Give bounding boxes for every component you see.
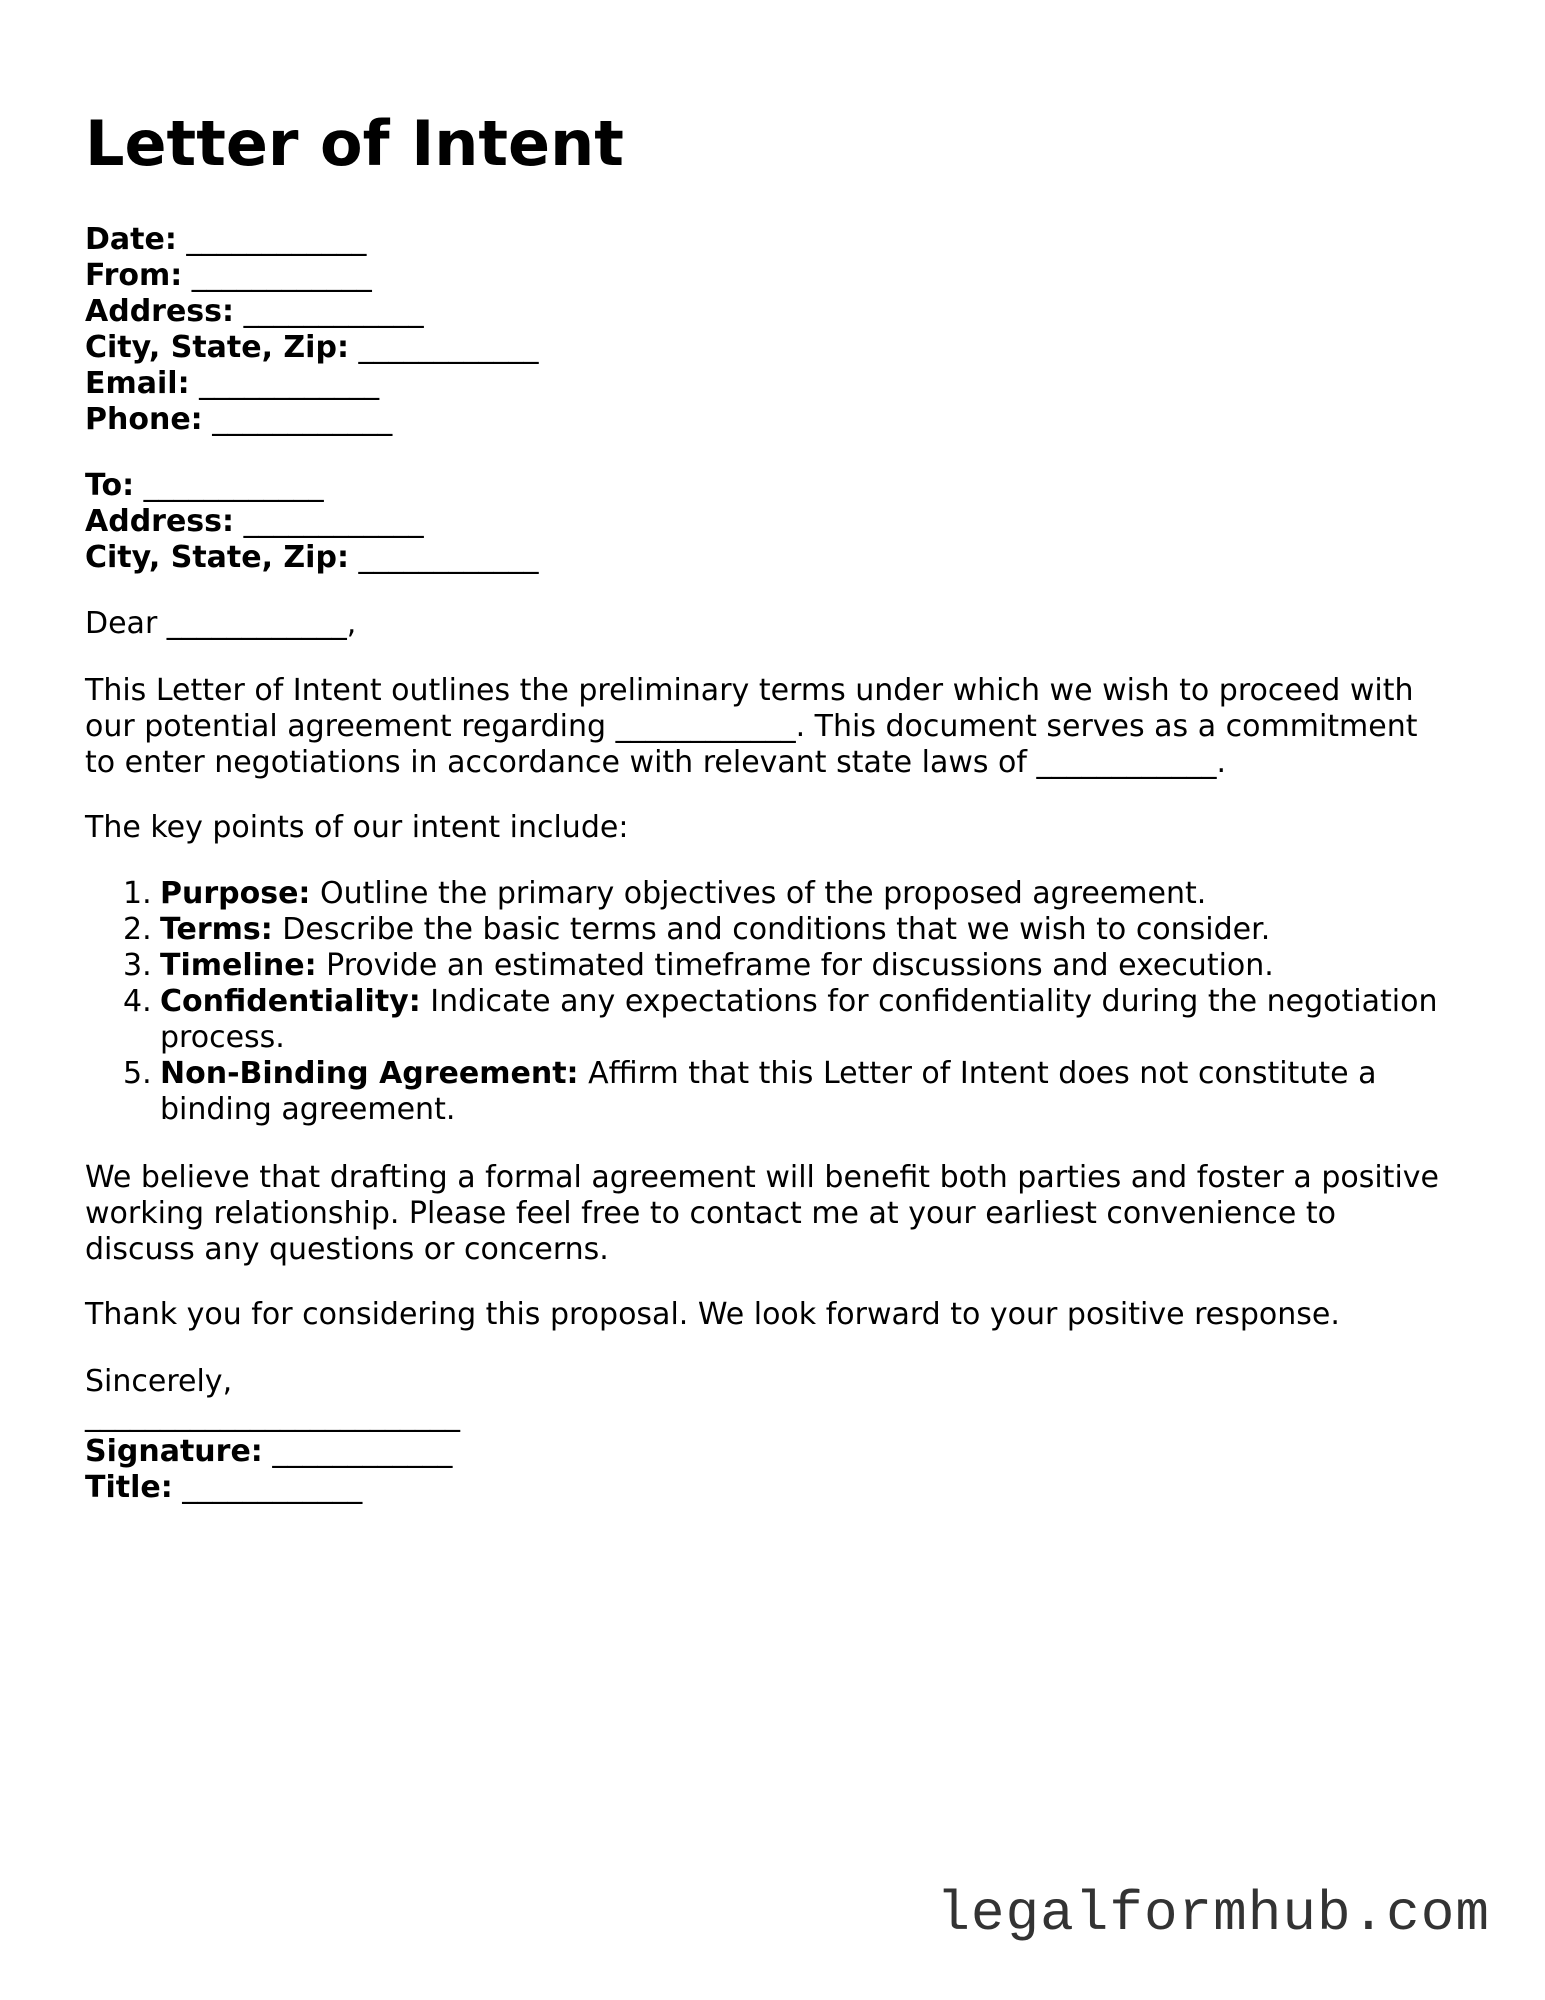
signature-label: Signature: — [85, 1434, 263, 1469]
to-field — [85, 468, 538, 504]
title-label: Title: — [85, 1470, 173, 1505]
signature-line: _________________________ — [85, 1398, 460, 1433]
to-blank: ____________ — [143, 468, 324, 503]
list-item-label: Terms: — [160, 912, 273, 947]
recipient-info-block — [85, 468, 538, 576]
date-blank: ____________ — [186, 222, 367, 257]
signature-field — [85, 1434, 460, 1470]
to-label: To: — [85, 468, 135, 503]
closing-line: discuss any questions or concerns. — [85, 1232, 609, 1267]
intro-line: our potential agreement regarding ____________. This document serves as a commitment — [85, 709, 1418, 744]
list-item-text: Outline the primary objectives of the proposed agreement. — [319, 876, 1207, 911]
list-item-text: binding agreement. — [160, 1092, 456, 1127]
email-blank: ____________ — [199, 366, 380, 401]
recipient-city-blank: ____________ — [358, 540, 539, 575]
list-number: 2. — [123, 912, 152, 947]
phone-field — [85, 402, 538, 438]
sender-city-label: City, State, Zip: — [85, 330, 349, 365]
phone-label: Phone: — [85, 402, 203, 437]
list-item-text: Indicate any expectations for confidentiality during the negotiation — [430, 984, 1438, 1019]
intro-line: This Letter of Intent outlines the preliminary terms under which we wish to proceed with — [85, 673, 1414, 708]
list-item-label: Timeline: — [160, 948, 317, 983]
list-item — [85, 984, 1520, 1056]
signature-blank: ____________ — [272, 1434, 453, 1469]
list-item-text: Provide an estimated timeframe for discussions and execution. — [326, 948, 1274, 983]
salutation: Dear ____________, — [85, 606, 357, 641]
sender-city-blank: ____________ — [358, 330, 539, 365]
title-blank: ____________ — [182, 1470, 363, 1505]
email-field — [85, 366, 538, 402]
recipient-address-field — [85, 504, 538, 540]
from-label: From: — [85, 258, 183, 293]
from-field — [85, 258, 538, 294]
recipient-city-field — [85, 540, 538, 576]
list-item — [85, 1056, 1520, 1128]
sender-address-blank: ____________ — [243, 294, 424, 329]
sender-info-block — [85, 222, 538, 438]
title-field — [85, 1470, 460, 1506]
list-item-text: Affirm that this Letter of Intent does not constitute a — [588, 1056, 1377, 1091]
sender-address-label: Address: — [85, 294, 235, 329]
key-points-list — [85, 876, 1520, 1128]
list-item — [85, 948, 1520, 984]
list-number: 5. — [123, 1056, 152, 1091]
list-item-text: process. — [160, 1020, 285, 1055]
date-field — [85, 222, 538, 258]
email-label: Email: — [85, 366, 190, 401]
key-points-intro: The key points of our intent include: — [85, 810, 629, 845]
list-number: 1. — [123, 876, 152, 911]
recipient-address-label: Address: — [85, 504, 235, 539]
closing-line: We believe that drafting a formal agreement will benefit both parties and foster a positive — [85, 1160, 1439, 1195]
recipient-city-label: City, State, Zip: — [85, 540, 349, 575]
signature-block — [85, 1398, 460, 1506]
recipient-address-blank: ____________ — [243, 504, 424, 539]
date-label: Date: — [85, 222, 177, 257]
closing-line: working relationship. Please feel free to contact me at your earliest convenience to — [85, 1196, 1336, 1231]
list-number: 4. — [123, 984, 152, 1019]
intro-line: to enter negotiations in accordance with relevant state laws of ____________. — [85, 745, 1227, 780]
watermark-text: legalformhub.com — [936, 1882, 1490, 1946]
phone-blank: ____________ — [212, 402, 393, 437]
sign-off: Sincerely, — [85, 1364, 233, 1399]
page-title: Letter of Intent — [85, 107, 624, 180]
sender-address-field — [85, 294, 538, 330]
list-item-text: Describe the basic terms and conditions that we wish to consider. — [282, 912, 1271, 947]
thanks-paragraph: Thank you for considering this proposal. We look forward to your positive response. — [85, 1297, 1340, 1332]
list-item-label: Confidentiality: — [160, 984, 421, 1019]
sender-city-field — [85, 330, 538, 366]
list-item — [85, 912, 1520, 948]
list-item-label: Non-Binding Agreement: — [160, 1056, 579, 1091]
intro-paragraph — [85, 673, 1418, 781]
from-blank: ____________ — [191, 258, 372, 293]
list-item — [85, 876, 1520, 912]
closing-paragraph — [85, 1160, 1439, 1268]
list-number: 3. — [123, 948, 152, 983]
list-item-label: Purpose: — [160, 876, 311, 911]
